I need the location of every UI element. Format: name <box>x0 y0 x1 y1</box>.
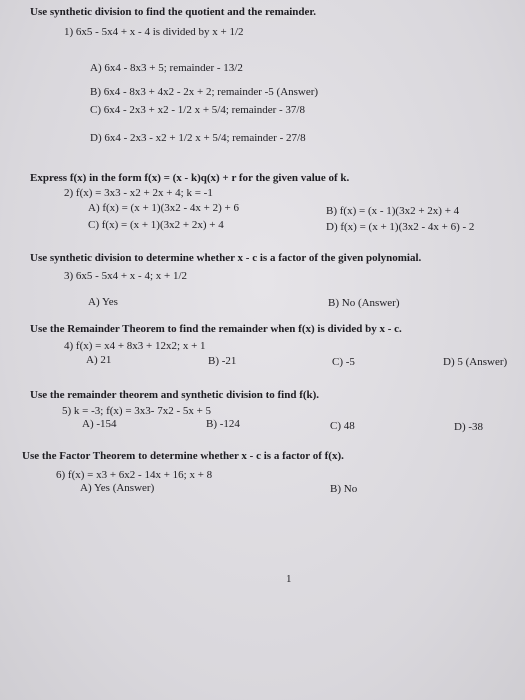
q5-option-a: A) -154 <box>82 418 117 430</box>
section-heading-5: Use the remainder theorem and synthetic division to find f(k). <box>30 389 320 401</box>
q3-option-a: A) Yes <box>88 296 118 308</box>
question-4: 4) f(x) = x4 + 8x3 + 12x2; x + 1 <box>64 340 206 352</box>
question-6: 6) f(x) = x3 + 6x2 - 14x + 16; x + 8 <box>56 469 213 481</box>
q2-option-d: D) f(x) = (x + 1)(3x2 - 4x + 6) - 2 <box>326 221 475 233</box>
q3-option-b: B) No (Answer) <box>328 297 400 309</box>
q1-option-c: C) 6x4 - 2x3 + x2 - 1/2 x + 5/4; remainder - 37/8 <box>90 104 305 116</box>
q2-option-c: C) f(x) = (x + 1)(3x2 + 2x) + 4 <box>88 219 224 231</box>
q4-option-b: B) -21 <box>208 355 237 367</box>
question-1: 1) 6x5 - 5x4 + x - 4 is divided by x + 1/2 <box>64 26 244 38</box>
question-5: 5) k = -3; f(x) = 3x3- 7x2 - 5x + 5 <box>62 405 212 417</box>
q5-option-c: C) 48 <box>330 420 355 432</box>
q1-option-a: A) 6x4 - 8x3 + 5; remainder - 13/2 <box>90 62 243 74</box>
q1-option-b: B) 6x4 - 8x3 + 4x2 - 2x + 2; remainder -5 (Answer) <box>90 86 319 98</box>
q6-option-a: A) Yes (Answer) <box>80 482 155 494</box>
question-3: 3) 6x5 - 5x4 + x - 4; x + 1/2 <box>64 270 188 282</box>
q4-option-c: C) -5 <box>332 356 355 368</box>
section-heading-6: Use the Factor Theorem to determine whether x - c is a factor of f(x). <box>22 450 344 462</box>
q2-option-a: A) f(x) = (x + 1)(3x2 - 4x + 2) + 6 <box>88 202 239 214</box>
q1-option-d: D) 6x4 - 2x3 - x2 + 1/2 x + 5/4; remainder - 27/8 <box>90 132 306 144</box>
q4-option-d: D) 5 (Answer) <box>443 356 508 368</box>
q4-option-a: A) 21 <box>86 354 112 366</box>
q6-option-b: B) No <box>330 483 358 495</box>
q2-option-b: B) f(x) = (x - 1)(3x2 + 2x) + 4 <box>326 205 460 217</box>
section-heading-4: Use the Remainder Theorem to find the remainder when f(x) is divided by x - c. <box>30 323 402 335</box>
q5-option-d: D) -38 <box>454 421 484 433</box>
section-heading-3: Use synthetic division to determine whether x - c is a factor of the given polynomial. <box>30 252 422 264</box>
q5-option-b: B) -124 <box>206 418 240 430</box>
question-2: 2) f(x) = 3x3 - x2 + 2x + 4; k = -1 <box>64 187 213 199</box>
page-number: 1 <box>286 573 292 585</box>
section-heading-1: Use synthetic division to find the quotient and the remainder. <box>30 6 317 18</box>
section-heading-2: Express f(x) in the form f(x) = (x - k)q(x) + r for the given value of k. <box>30 172 350 184</box>
